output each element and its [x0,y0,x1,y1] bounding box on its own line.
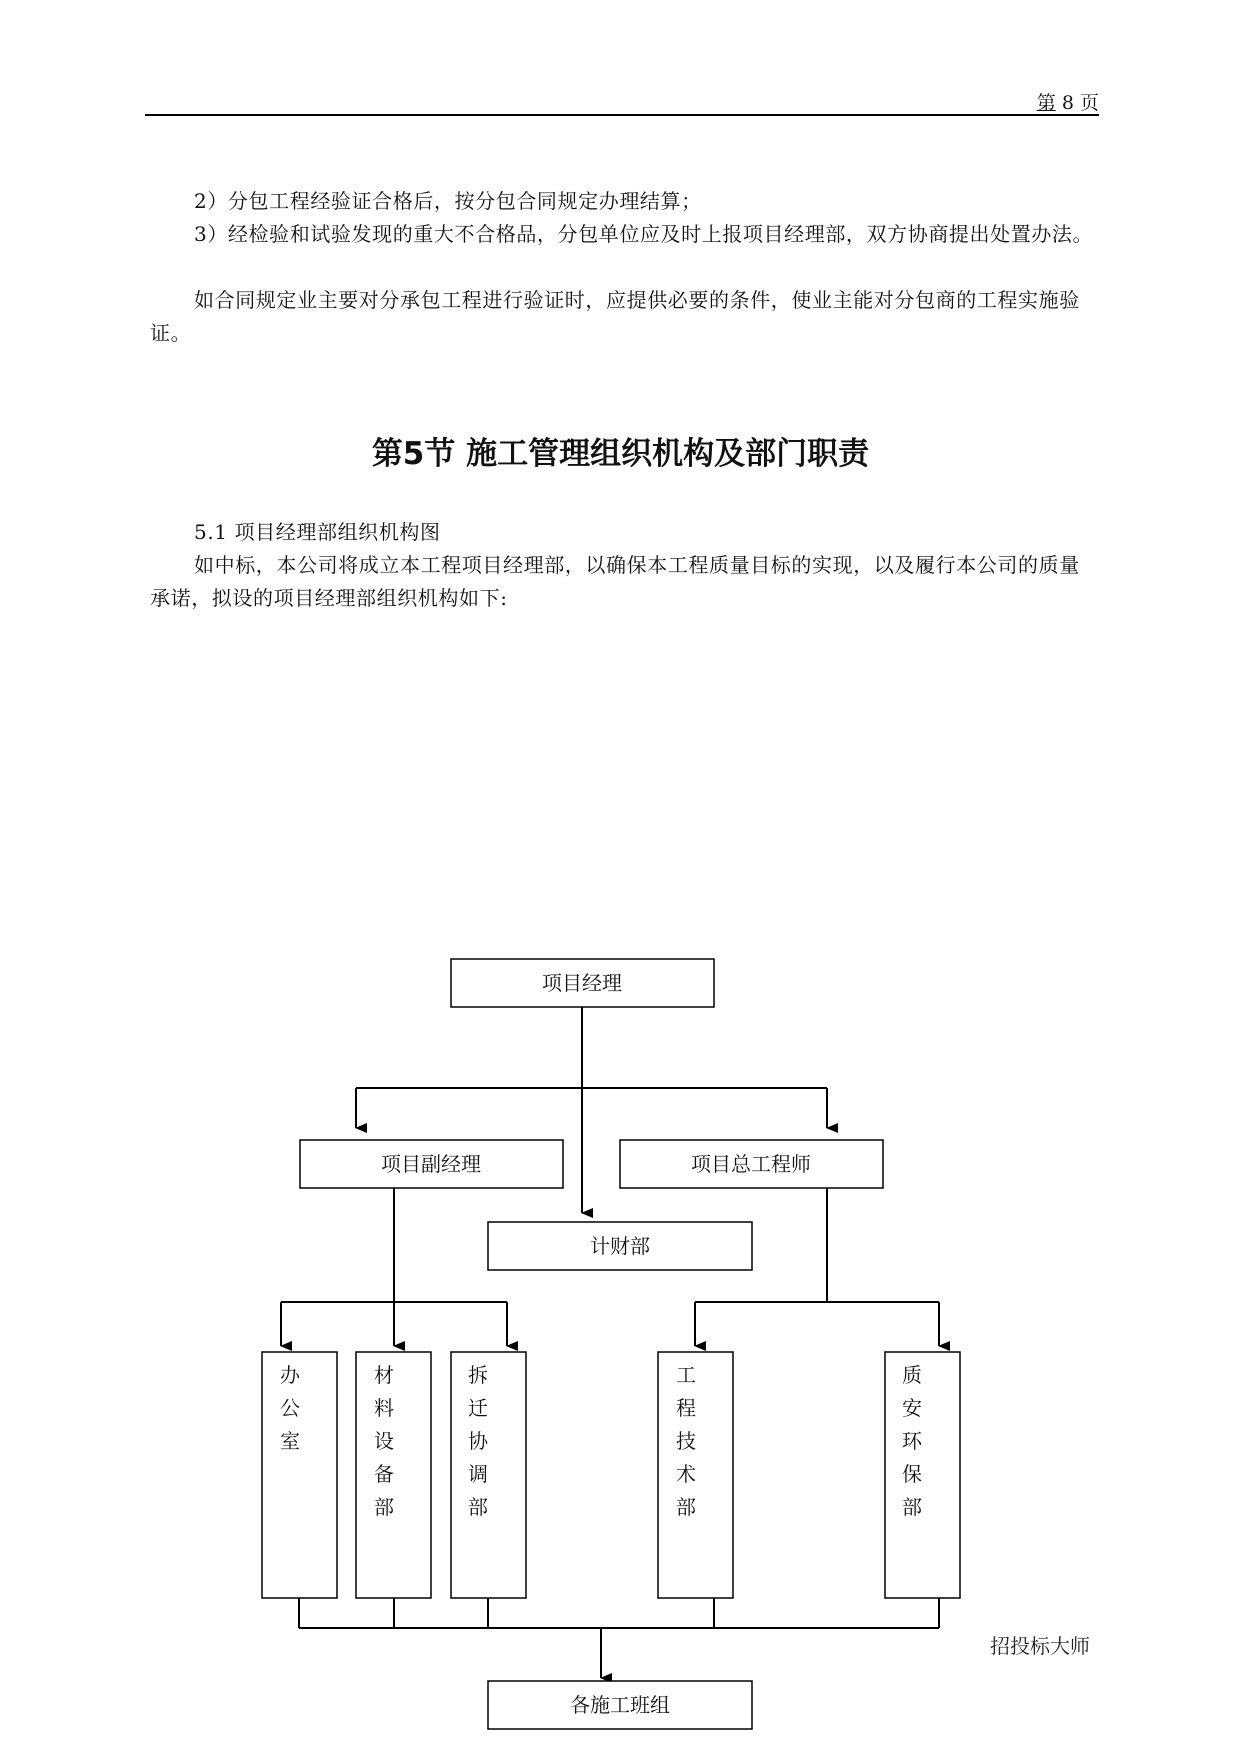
label-construction-teams: 各施工班组 [570,1693,670,1717]
paragraph-3: 如合同规定业主要对分承包工程进行验证时，应提供必要的条件，使业主能对分包商的工程实施验证。 [150,288,1080,345]
label-dept-quality-safety: 质安环保部 [902,1363,922,1519]
department-labels [280,1363,923,1519]
subsection-heading: 5.1 项目经理部组织机构图 [194,520,441,544]
watermark: 招投标大师 [990,1634,1090,1658]
box-dept-relocation [451,1352,526,1598]
label-deputy-manager: 项目副经理 [381,1152,481,1176]
paragraph-2: 3）经检验和试验发现的重大不合格品，分包单位应及时上报项目经理部，双方协商提出处置办法。 [194,222,1094,246]
box-dept-office [262,1352,337,1598]
paragraph-1: 2）分包工程经验证合格后，按分包合同规定办理结算； [194,189,702,213]
box-dept-quality-safety [885,1352,960,1598]
label-dept-relocation: 拆迁协调部 [468,1363,488,1519]
label-dept-materials: 材料设备部 [374,1363,394,1519]
label-dept-engineering: 工程技术部 [676,1363,696,1519]
label-dept-office: 办公室 [280,1363,300,1453]
label-chief-engineer: 项目总工程师 [691,1152,811,1176]
label-project-manager: 项目经理 [542,971,622,995]
intro-paragraph: 如中标，本公司将成立本工程项目经理部，以确保本工程质量目标的实现，以及履行本公司的质量承诺，拟设的项目经理部组织机构如下: [150,553,1080,610]
label-finance: 计财部 [590,1234,650,1258]
page-number: 第 8 页 [1036,92,1099,114]
section-title: 第5节 施工管理组织机构及部门职责 [371,436,870,472]
